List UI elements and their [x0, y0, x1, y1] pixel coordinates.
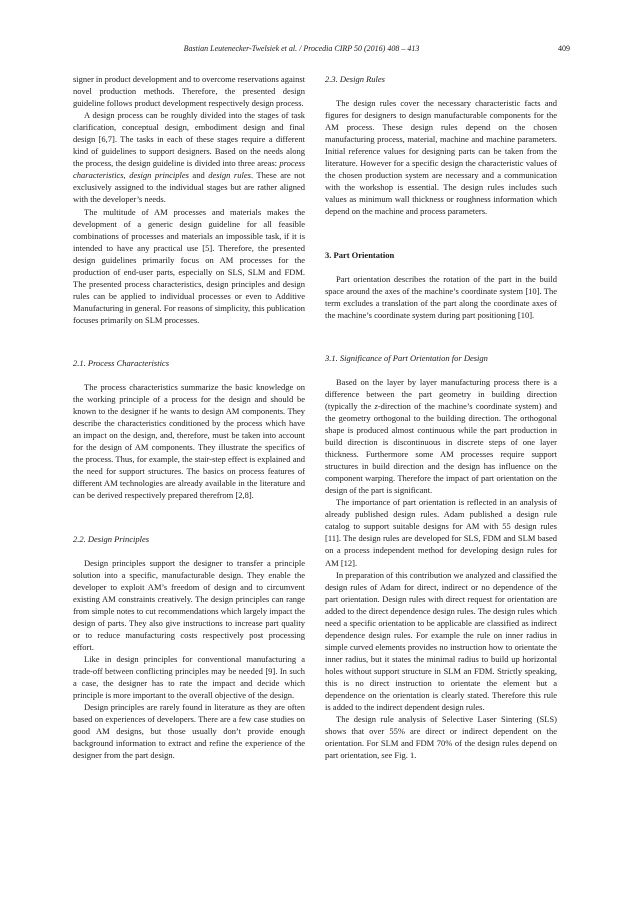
- paragraph: In preparation of this contribution we analyzed and classified the design rules of Adam for direct, indirect or no dependence of the part orientation. Design rules with direct request for orientation are added to the direct dependence design rules. The design rules which need a specific orientation to be applicable are classified as indirect dependence design rules. For example the rule on inner radius in simple curved elements provides no instruction how to orientate the inner radius, but it states the minimal radius to build up horizontal holes without support structure in SLM an FDM. Strictly speaking, this is no direct instruction to orientate the element but a dependence on the orientation is clearly stated. Therefore this rule is added to the indirect dependent design rules.: [325, 569, 557, 713]
- paragraph: The design rules cover the necessary characteristic facts and figures for designers to design manufacturable components for the AM process. These design rules depend on the chosen manufacturing process, material, machine and machine parameters. Initial reference values for designing parts can be taken from the literature. However for a specific design the characteristic values of the chosen production system are necessary and a communication with the workshop is essential. The design rules includes such values as minimum wall thickness or roughness information which depend on the machine and process parameters.: [325, 98, 557, 217]
- paragraph: Design principles support the designer to transfer a principle solution into a specific, manufacturable design. They enable the developer to exploit AM’s freedom of design and to circumvent existing AM constraints creatively. The design principles can range from simple notes to cut recommendations which largely impact the design of parts. They also give instructions to increase part quality or to reduce manufacturing costs respectively post processing effort.: [73, 557, 305, 652]
- right-column: [325, 73, 557, 761]
- paragraph: Part orientation describes the rotation of the part in the build space around the axes of the machine’s coordinate system [10]. The term excludes a translation of the part along the coordinate axes of the machine’s coordinate system during part positioning [10].: [325, 273, 557, 320]
- paragraph: Based on the layer by layer manufacturing process there is a difference between the part geometry in building direction (typically the z-direction of the machine’s coordinate system) and the geometry orthogonal to the building direction. The orthogonal shape is produced almost continuous while the part production in build direction is discontinuous in discrete steps of one layer thickness. Furthermore some AM processes require support structures in build direction and the design has influence on the component warping. Therefore the impact of part orientation on the design of the part is significant.: [325, 376, 557, 496]
- left-column: [73, 73, 305, 761]
- paragraph: The importance of part orientation is reflected in an analysis of already published design rules. Adam published a design rule catalog to support suitable designs for AM with 55 design rules [11]. The design rules are developed for SLS, FDM and SLM based on a process independent method for developing design rules for AM [12].: [325, 497, 557, 568]
- paragraph: Design principles are rarely found in literature as they are often based on experiences of developers. There are a few case studies on good AM designs, but those usually don’t provide enough background information to extract and refine the experience of the designer from the part design.: [73, 702, 305, 761]
- paragraph: The multitude of AM processes and materials makes the development of a generic design guideline for all feasible combinations of processes and materials an impossible task, if it is intended to have any practical use [5]. Therefore, the presented design guidelines primarily focus on AM processes for the production of end-user parts, especially on SLS, SLM and FDM. The presented process characteristics, design principles and design rules can be applied to individual processes or even to Additive Manufacturing in general. For reasons of simplicity, this publication focuses primarily on SLM processes.: [73, 206, 305, 325]
- paragraph: A design process can be roughly divided into the stages of task clarification, conceptual design, embodiment design and final design [6,7]. The tasks in each of these stages require a different kind of guidelines to support designers. Based on the needs along the process, the design guideline is divided into three areas: process characteristics, design principles and design rules. These are not exclusively assigned to the individual stages but are rather aligned with the developer’s needs.: [73, 110, 305, 205]
- subsection-heading: 2.1. Process Characteristics: [73, 357, 170, 368]
- page-number: 409: [558, 44, 570, 53]
- running-header: [73, 44, 570, 56]
- paragraph: Like in design principles for conventional manufacturing a trade-off between conflicting principles may be needed [9]. In such a case, the designer has to rate the impact and decide which principle is more important to the overall objective of the design.: [73, 653, 305, 701]
- paragraph: The design rule analysis of Selective Laser Sintering (SLS) shows that over 55% are direct or indirect dependent on the orientation. For SLM and FDM 70% of the design rules depend on part orientation, see Fig. 1.: [325, 714, 557, 761]
- subsection-heading: 3.1. Significance of Part Orientation for Design: [325, 352, 488, 363]
- running-title: Bastian Leutenecker-Twelsiek et al. / Procedia CIRP 50 (2016) 408 – 413: [183, 44, 420, 53]
- section-heading: 3. Part Orientation: [325, 249, 395, 260]
- paragraph: The process characteristics summarize the basic knowledge on the working principle of a process for the design and should be known to the designer if he wants to design AM components. They describe the characteristics conditioned by the process which have an impact on the design, and, therefore, must be taken into account for the design of AM components. They illustrate the specifics of the process. Thus, for example, the stair-step effect is explained and the need for support structures. The basics on process features of different AM technologies are already available in the literature and can be derived respectively prepared therefrom [2,8].: [73, 382, 305, 501]
- subsection-heading: 2.2. Design Principles: [73, 533, 150, 544]
- subsection-heading: 2.3. Design Rules: [325, 74, 385, 84]
- paragraph: signer in product development and to overcome reservations against novel production methods. Therefore, the presented design guideline follows product development respectively design process.: [73, 74, 305, 109]
